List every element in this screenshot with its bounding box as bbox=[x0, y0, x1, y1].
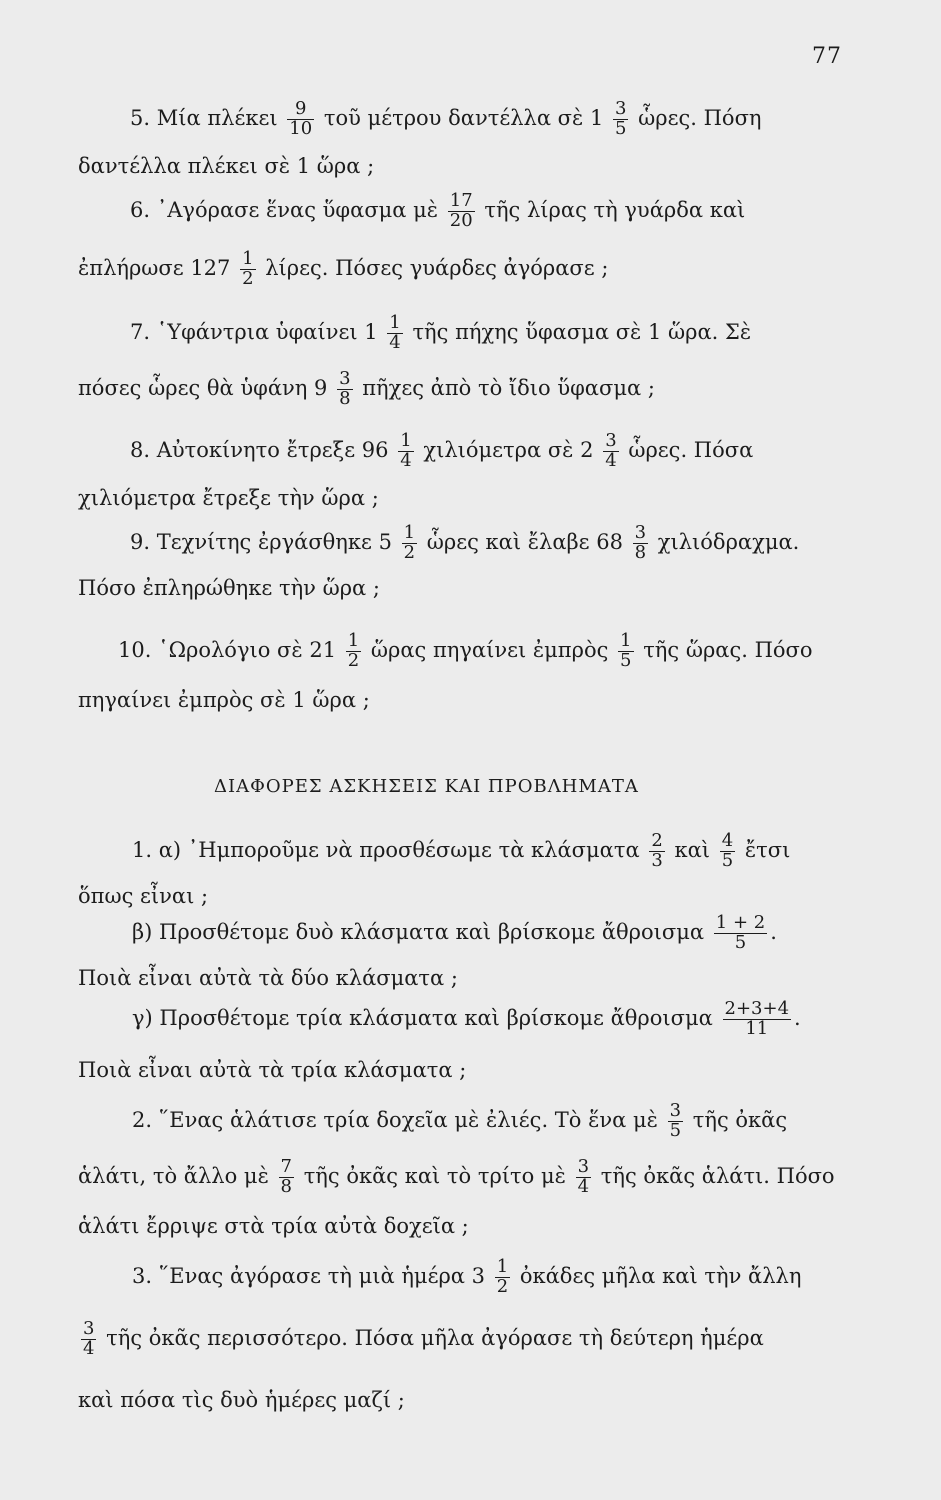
exercise-7-line-1 bbox=[130, 314, 751, 353]
fraction bbox=[723, 1000, 792, 1039]
text: ὧρες. Πόσα bbox=[628, 437, 754, 462]
text: β) Προσθέτομε δυὸ κλάσματα καὶ βρίσκομε ἄθροισμα bbox=[132, 919, 705, 944]
section-heading: ΔΙΑΦΟΡΕΣ ΑΣΚΗΣΕΙΣ ΚΑΙ ΠΡΟΒΛΗΜΑΤΑ bbox=[214, 776, 639, 797]
text: ῞Ενας ἀγόρασε τὴ μιὰ ἡμέρα 3 bbox=[158, 1263, 486, 1288]
numerator: 1 bbox=[347, 630, 360, 651]
text: ὧρες. Πόση bbox=[638, 105, 762, 130]
fraction bbox=[287, 100, 314, 139]
fraction bbox=[240, 250, 255, 289]
fraction bbox=[398, 432, 413, 471]
numerator: 3 bbox=[83, 1318, 95, 1339]
fraction bbox=[613, 100, 628, 139]
numerator: 2+3+4 bbox=[724, 998, 790, 1019]
text: χιλιόμετρα σὲ 2 bbox=[423, 437, 594, 462]
problem-number: 3. bbox=[132, 1263, 153, 1288]
numerator: 1 + 2 bbox=[715, 912, 766, 933]
fraction bbox=[448, 192, 475, 231]
exercise-number: 6. bbox=[130, 197, 151, 222]
text: καὶ bbox=[674, 837, 711, 862]
text: τῆς ὀκᾶς ἁλάτι. Πόσο bbox=[600, 1163, 835, 1188]
denominator: 4 bbox=[400, 449, 412, 471]
fraction bbox=[603, 432, 618, 471]
fraction bbox=[720, 832, 735, 871]
problem-number: 1. bbox=[132, 837, 153, 862]
fraction bbox=[81, 1320, 96, 1359]
text: τῆς ὀκᾶς bbox=[692, 1107, 788, 1132]
numerator: 3 bbox=[634, 522, 647, 543]
fraction bbox=[668, 1102, 683, 1141]
text: ῞Ενας ἁλάτισε τρία δοχεῖα μὲ ἐλιές. Τὸ ἕνα μὲ bbox=[158, 1107, 658, 1132]
denominator: 4 bbox=[577, 1175, 590, 1197]
text: τοῦ μέτρου δαντέλλα σὲ 1 bbox=[323, 105, 604, 130]
text: . bbox=[770, 919, 777, 944]
numerator: 3 bbox=[615, 98, 627, 119]
denominator: 2 bbox=[347, 649, 360, 671]
fraction bbox=[714, 914, 767, 953]
fraction bbox=[337, 370, 352, 409]
fraction bbox=[618, 632, 633, 671]
text: ἔτσι bbox=[744, 837, 791, 862]
fraction bbox=[387, 314, 402, 353]
problem-1b-line-2: Ποιὰ εἶναι αὐτὰ τὰ δύο κλάσματα ; bbox=[78, 966, 458, 990]
numerator: 2 bbox=[651, 830, 663, 851]
denominator: 3 bbox=[651, 849, 663, 871]
exercise-number: 8. bbox=[130, 437, 151, 462]
problem-3-line-3: καὶ πόσα τὶς δυὸ ἡμέρες μαζί ; bbox=[78, 1388, 405, 1412]
text: τῆς ὀκᾶς καὶ τὸ τρίτο μὲ bbox=[303, 1163, 566, 1188]
exercise-number: 7. bbox=[130, 319, 151, 344]
numerator: 1 bbox=[620, 630, 632, 651]
problem-3-line-1 bbox=[132, 1258, 801, 1297]
text: Αὐτοκίνητο ἔτρεξε 96 bbox=[156, 437, 389, 462]
denominator: 5 bbox=[669, 1119, 682, 1141]
denominator: 2 bbox=[242, 267, 254, 289]
text: Μία πλέκει bbox=[156, 105, 278, 130]
exercise-6-line-1 bbox=[130, 192, 745, 231]
numerator: 1 bbox=[403, 522, 416, 543]
exercise-8-line-2: χιλιόμετρα ἔτρεξε τὴν ὥρα ; bbox=[78, 486, 379, 510]
text: λίρες. Πόσες γυάρδες ἀγόρασε ; bbox=[265, 255, 609, 280]
denominator: 4 bbox=[605, 449, 617, 471]
problem-2-line-2 bbox=[78, 1158, 835, 1197]
denominator: 8 bbox=[280, 1175, 292, 1197]
problem-1a-line-1 bbox=[132, 832, 790, 871]
problem-2-line-1 bbox=[132, 1102, 787, 1141]
text: τῆς πήχης ὕφασμα σὲ 1 ὥρα. Σὲ bbox=[412, 319, 752, 344]
numerator: 4 bbox=[721, 830, 734, 851]
page-number: 77 bbox=[812, 44, 842, 69]
denominator: 8 bbox=[634, 541, 647, 563]
problem-3-line-2 bbox=[78, 1320, 764, 1359]
exercise-number: 5. bbox=[130, 105, 151, 130]
problem-2-line-3: ἁλάτι ἔρριψε στὰ τρία αὐτὰ δοχεῖα ; bbox=[78, 1214, 469, 1238]
exercise-7-line-2 bbox=[78, 370, 655, 409]
denominator: 5 bbox=[620, 649, 632, 671]
numerator: 3 bbox=[339, 368, 351, 389]
problem-number: 2. bbox=[132, 1107, 153, 1132]
exercise-number: 10. bbox=[118, 637, 152, 662]
text: ᾿Αγόρασε ἕνας ὕφασμα μὲ bbox=[156, 197, 439, 222]
exercise-10-line-1 bbox=[118, 632, 813, 671]
numerator: 3 bbox=[605, 430, 617, 451]
problem-1c-line-2: Ποιὰ εἶναι αὐτὰ τὰ τρία κλάσματα ; bbox=[78, 1058, 467, 1082]
denominator: 11 bbox=[723, 1019, 792, 1039]
text: Τεχνίτης ἐργάσθηκε 5 bbox=[156, 529, 392, 554]
text: . bbox=[794, 1005, 801, 1030]
text: α) ᾿Ημποροῦμε νὰ προσθέσωμε τὰ κλάσματα bbox=[158, 837, 640, 862]
problem-1c-line-1 bbox=[132, 1000, 801, 1039]
exercise-6-line-2 bbox=[78, 250, 608, 289]
text: τῆς λίρας τὴ γυάρδα καὶ bbox=[484, 197, 746, 222]
text: πόσες ὧρες θὰ ὑφάνη 9 bbox=[78, 375, 328, 400]
numerator: 3 bbox=[669, 1100, 682, 1121]
text: χιλιόδραχμα. bbox=[657, 529, 800, 554]
denominator: 4 bbox=[389, 331, 401, 353]
text: τῆς ὥρας. Πόσο bbox=[643, 637, 813, 662]
denominator: 4 bbox=[83, 1337, 95, 1359]
exercise-number: 9. bbox=[130, 529, 151, 554]
fraction bbox=[279, 1158, 294, 1197]
denominator: 5 bbox=[721, 849, 734, 871]
text: πῆχες ἀπὸ τὸ ἴδιο ὕφασμα ; bbox=[362, 375, 655, 400]
text: ὥρας πηγαίνει ἐμπρὸς bbox=[370, 637, 609, 662]
numerator: 9 bbox=[294, 98, 307, 119]
numerator: 1 bbox=[389, 312, 401, 333]
text: ἁλάτι, τὸ ἄλλο μὲ bbox=[78, 1163, 269, 1188]
numerator: 17 bbox=[449, 190, 473, 211]
text: ὧρες καὶ ἔλαβε 68 bbox=[426, 529, 623, 554]
exercise-8-line-1 bbox=[130, 432, 753, 471]
denominator: 2 bbox=[403, 541, 416, 563]
denominator: 5 bbox=[615, 117, 627, 139]
exercise-9-line-1 bbox=[130, 524, 799, 563]
fraction bbox=[495, 1258, 510, 1297]
problem-1b-line-1 bbox=[132, 914, 777, 953]
text: τῆς ὀκᾶς περισσότερο. Πόσα μῆλα ἀγόρασε τὴ δεύτερη ἡμέρα bbox=[106, 1325, 764, 1350]
exercise-9-line-2: Πόσο ἐπληρώθηκε τὴν ὥρα ; bbox=[78, 576, 380, 600]
text: ἐπλήρωσε 127 bbox=[78, 255, 231, 280]
numerator: 3 bbox=[577, 1156, 590, 1177]
numerator: 1 bbox=[400, 430, 412, 451]
fraction bbox=[346, 632, 361, 671]
fraction bbox=[576, 1158, 591, 1197]
exercise-5-line-1 bbox=[130, 100, 762, 139]
text: ῾Ωρολόγιο σὲ 21 bbox=[158, 637, 337, 662]
numerator: 1 bbox=[496, 1256, 509, 1277]
denominator: 5 bbox=[714, 933, 767, 953]
text: γ) Προσθέτομε τρία κλάσματα καὶ βρίσκομε ἄθροισμα bbox=[132, 1005, 713, 1030]
problem-1a-line-2: ὅπως εἶναι ; bbox=[78, 884, 209, 908]
exercise-5-line-2: δαντέλλα πλέκει σὲ 1 ὥρα ; bbox=[78, 154, 375, 178]
denominator: 2 bbox=[496, 1275, 509, 1297]
denominator: 8 bbox=[339, 387, 351, 409]
exercise-10-line-2: πηγαίνει ἐμπρὸς σὲ 1 ὥρα ; bbox=[78, 688, 370, 712]
fraction bbox=[649, 832, 664, 871]
fraction bbox=[633, 524, 648, 563]
text: ὀκάδες μῆλα καὶ τὴν ἄλλη bbox=[519, 1263, 802, 1288]
numerator: 1 bbox=[242, 248, 254, 269]
numerator: 7 bbox=[280, 1156, 292, 1177]
text: ῾Υφάντρια ὑφαίνει 1 bbox=[156, 319, 378, 344]
denominator: 20 bbox=[449, 209, 473, 231]
fraction bbox=[402, 524, 417, 563]
denominator: 10 bbox=[289, 117, 313, 139]
